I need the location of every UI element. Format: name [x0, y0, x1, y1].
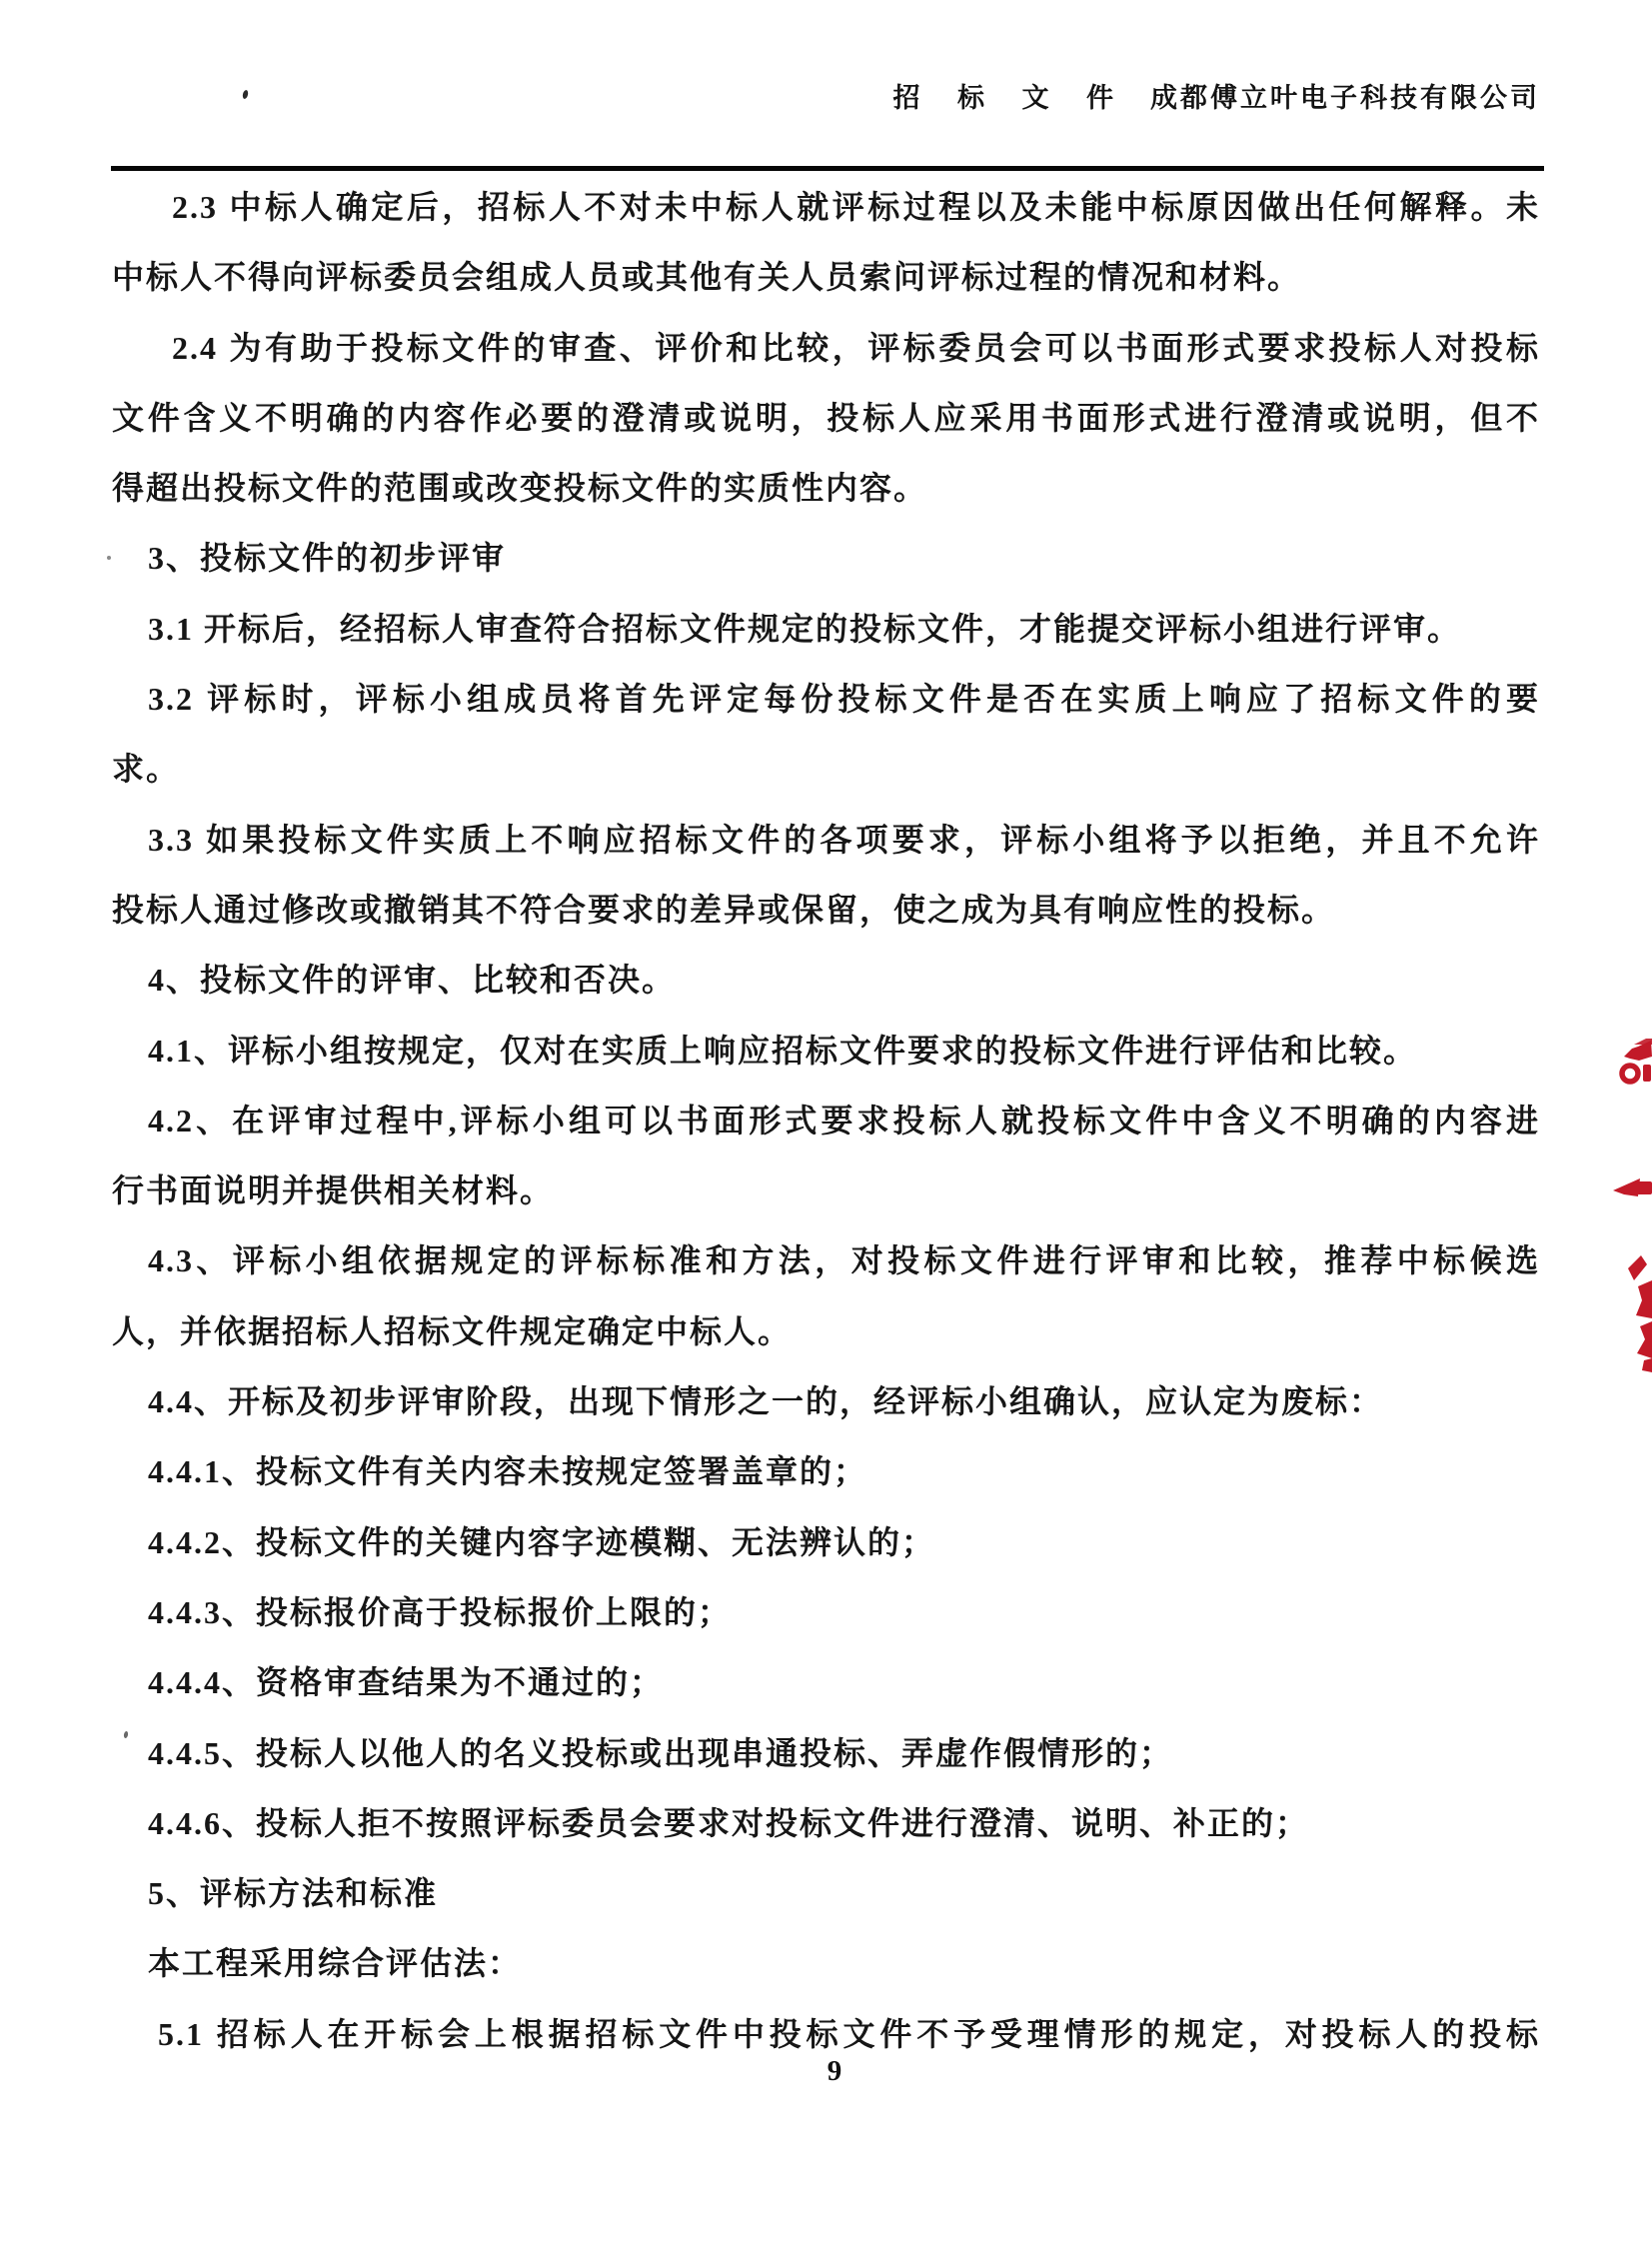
text-line: 中标人不得向评标委员会组成人员或其他有关人员索问评标过程的情况和材料。 [112, 259, 1302, 296]
text-line: 2.4 为有助于投标文件的审查、评价和比较，评标委员会可以书面形式要求投标人对投标 [172, 329, 1540, 366]
red-stamp-marks [1594, 1035, 1652, 1374]
text-line: 4.4.4、资格审查结果为不通过的； [148, 1664, 665, 1701]
text-line: 4.4.3、投标报价高于投标报价上限的； [148, 1593, 733, 1630]
text-line: 3、投标文件的初步评审 [148, 540, 507, 577]
scan-speck [242, 90, 249, 100]
text-line: 4.2、在评审过程中,评标小组可以书面形式要求投标人就投标文件中含义不明确的内容进 [148, 1102, 1540, 1138]
stamp-fragment-arrow [1613, 1178, 1652, 1196]
text-line: 3.2 评标时，评标小组成员将首先评定每份投标文件是否在实质上响应了招标文件的要 [148, 681, 1540, 718]
text-line: 2.3 中标人确定后，招标人不对未中标人就评标过程以及未能中标原因做出任何解释。未 [172, 189, 1540, 225]
text-line: 4.4、开标及初步评审阶段，出现下情形之一的，经评标小组确认，应认定为废标： [148, 1383, 1384, 1420]
stamp-fragment-top [1622, 1039, 1652, 1082]
text-line: 人，并依据招标人招标文件规定确定中标人。 [112, 1312, 793, 1349]
header-doc-type: 招 标 文 件 [892, 83, 1128, 113]
text-line: 4.3、评标小组依据规定的评标标准和方法，对投标文件进行评审和比较，推荐中标候选 [148, 1242, 1540, 1279]
text-line: 5.1 招标人在开标会上根据招标文件中投标文件不予受理情形的规定，对投标人的投标 [158, 2015, 1540, 2052]
text-line: 投标人通过修改或撤销其不符合要求的差异或保留，使之成为具有响应性的投标。 [112, 891, 1336, 928]
text-line: 4.4.5、投标人以他人的名义投标或出现串通投标、弄虚作假情形的； [148, 1734, 1174, 1771]
text-line: 4、投标文件的评审、比较和否决。 [148, 962, 677, 999]
page-header [892, 76, 1540, 115]
text-line: 文件含义不明确的内容作必要的澄清或说明，投标人应采用书面形式进行澄清或说明，但不 [112, 399, 1540, 436]
text-line: 3.3 如果投标文件实质上不响应招标文件的各项要求，评标小组将予以拒绝，并且不允许 [148, 821, 1540, 858]
text-line: 4.4.6、投标人拒不按照评标委员会要求对投标文件进行澄清、说明、补正的； [148, 1804, 1310, 1841]
header-rule [111, 166, 1544, 171]
text-line: 得超出投标文件的范围或改变投标文件的实质性内容。 [112, 470, 928, 507]
text-line: 4.1、评标小组按规定，仅对在实质上响应招标文件要求的投标文件进行评估和比较。 [148, 1032, 1418, 1069]
scan-speck [107, 556, 111, 560]
page-number: 9 [826, 2055, 842, 2087]
text-line: 5、评标方法和标准 [148, 1875, 439, 1912]
text-line: 本工程采用综合评估法： [148, 1945, 523, 1982]
text-line: 4.4.2、投标文件的关键内容字迹模糊、无法辨认的； [148, 1523, 936, 1560]
text-line: 4.4.1、投标文件有关内容未按规定签署盖章的； [148, 1453, 868, 1490]
text-line: 求。 [112, 751, 181, 788]
header-company-name: 成都傅立叶电子科技有限公司 [1150, 83, 1540, 113]
stamp-fragment-scribble [1628, 1255, 1652, 1372]
text-line: 行书面说明并提供相关材料。 [112, 1172, 555, 1209]
text-line: 3.1 开标后，经招标人审查符合招标文件规定的投标文件，才能提交评标小组进行评审。 [148, 610, 1462, 647]
document-body-text [112, 172, 1540, 2069]
